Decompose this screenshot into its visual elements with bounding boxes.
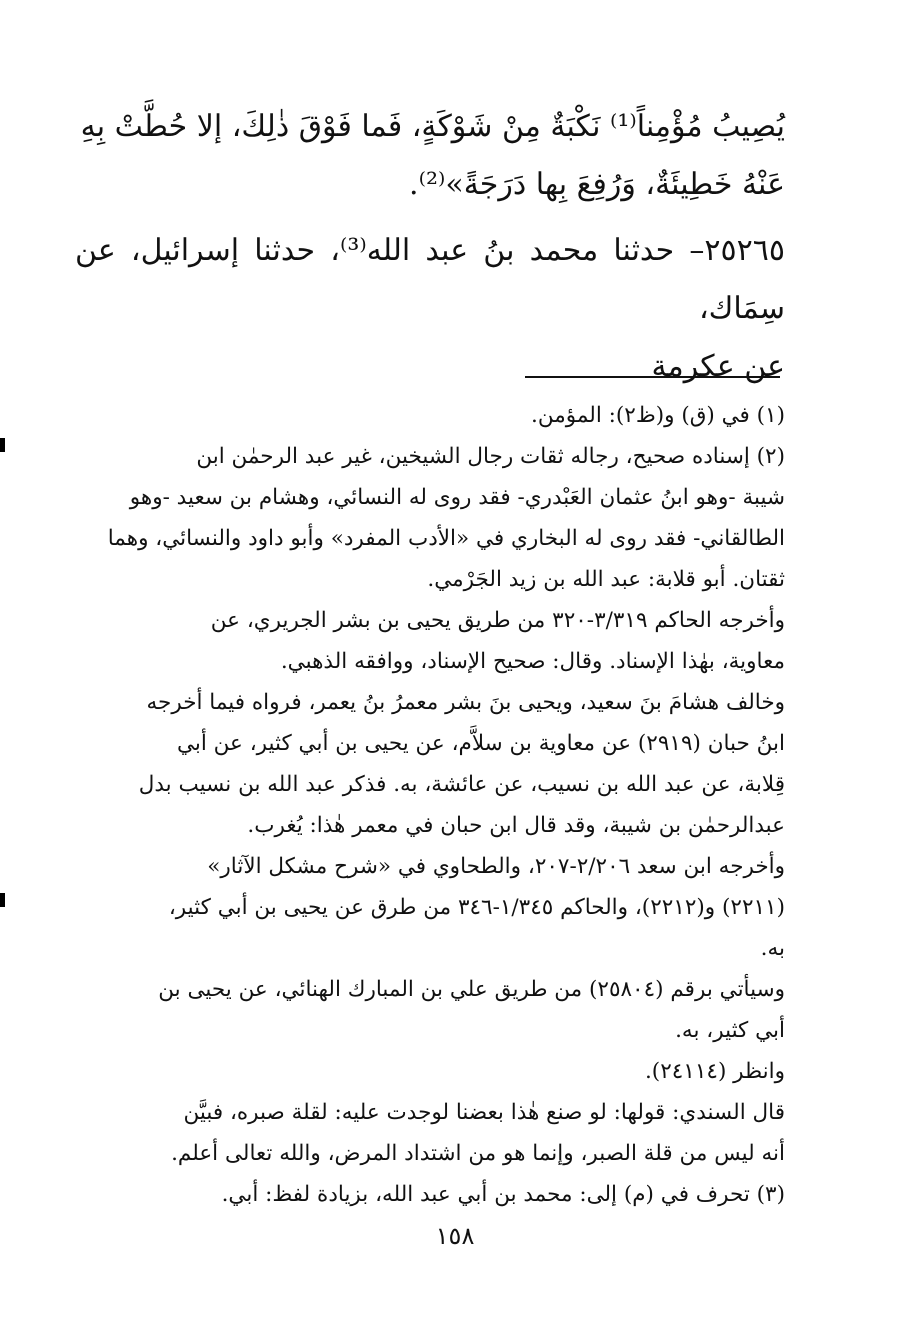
footnote-line: وخالف هشامَ بنَ سعيد، ويحيى بنَ بشر معمرُ بنُ يعمر، فرواه فيما أخرجه xyxy=(146,690,785,715)
footnote-line: معاوية، بهٰذا الإسناد. وقال: صحيح الإسناد، ووافقه الذهبي. xyxy=(280,649,785,674)
scan-edge-mark xyxy=(0,438,5,452)
main-text-line: عَنْهُ خَطِيئَةٌ، وَرُفِعَ بِها دَرَجَةً»⁽²⁾. xyxy=(409,167,785,202)
scan-edge-mark xyxy=(0,893,5,907)
hadith-text-line: عن عكرمة xyxy=(651,349,785,384)
footnote-line: أبي كثير، به. xyxy=(675,1018,785,1043)
footnote-line: وأخرجه الحاكم ٣/٣١٩-٣٢٠ من طريق يحيى بن بشر الجريري، عن xyxy=(210,608,785,633)
footnote-line: وأخرجه ابن سعد ٢/٢٠٦-٢٠٧، والطحاوي في «شرح مشكل الآثار» xyxy=(207,854,785,879)
footnote-line: قال السندي: قولها: لو صنع هٰذا بعضنا لوجدت عليه: لقلة صبره، فبيَّن xyxy=(183,1100,785,1125)
footnote-line: (٢٢١١) و(٢٢١٢)، والحاكم ١/٣٤٥-٣٤٦ من طرق عن يحيى بن أبي كثير، xyxy=(168,895,785,920)
footnotes-block xyxy=(75,395,785,1215)
footnote-line: ثقتان. أبو قلابة: عبد الله بن زيد الجَرْمي. xyxy=(427,567,785,592)
footnote-line: أنه ليس من قلة الصبر، وإنما هو من اشتداد المرض، والله تعالى أعلم. xyxy=(171,1141,785,1166)
footnote-separator xyxy=(525,376,780,378)
footnote-line: به. xyxy=(760,936,785,961)
main-text-block xyxy=(75,98,785,214)
hadith-text-line: ٢٥٢٦٥– حدثنا محمد بنُ عبد الله⁽³⁾، حدثنا إسرائيل، عن سِمَاك، xyxy=(75,233,785,326)
footnote-line: ابنُ حبان (٢٩١٩) عن معاوية بن سلاَّم، عن يحيى بن أبي كثير، عن أبي xyxy=(176,731,785,756)
hadith-entry xyxy=(75,222,785,396)
footnote-line: عبدالرحمٰن بن شيبة، وقد قال ابن حبان في معمر هٰذا: يُغرب. xyxy=(247,813,785,838)
footnote-line: قِلابة، عن عبد الله بن نسيب، عن عائشة، به. فذكر عبد الله بن نسيب بدل xyxy=(138,772,785,797)
footnote-line: (١) في (ق) و(ظ٢): المؤمن. xyxy=(531,403,785,428)
footnote-line: وسيأتي برقم (٢٥٨٠٤) من طريق علي بن المبارك الهنائي، عن يحيى بن xyxy=(158,977,785,1002)
footnote-line: وانظر (٢٤١١٤). xyxy=(644,1059,785,1084)
footnote-line: (٣) تحرف في (م) إلى: محمد بن أبي عبد الله، بزيادة لفظ: أبي. xyxy=(221,1182,785,1207)
page-number: ١٥٨ xyxy=(435,1222,475,1250)
footnote-line: شيبة -وهو ابنُ عثمان العَبْدري- فقد روى له النسائي، وهشام بن سعيد -وهو xyxy=(129,485,785,510)
footnote-line: الطالقاني- فقد روى له البخاري في «الأدب المفرد» وأبو داود والنسائي، وهما xyxy=(107,526,785,551)
footnote-line: (٢) إسناده صحيح، رجاله ثقات رجال الشيخين، غير عبد الرحمٰن ابن xyxy=(196,444,785,469)
main-text-line: يُصِيبُ مُؤْمِناً⁽¹⁾ نَكْبَةٌ مِنْ شَوْكَةٍ، فَما فَوْقَ ذٰلِكَ، إلا حُطَّتْ بِهِ xyxy=(80,109,785,144)
